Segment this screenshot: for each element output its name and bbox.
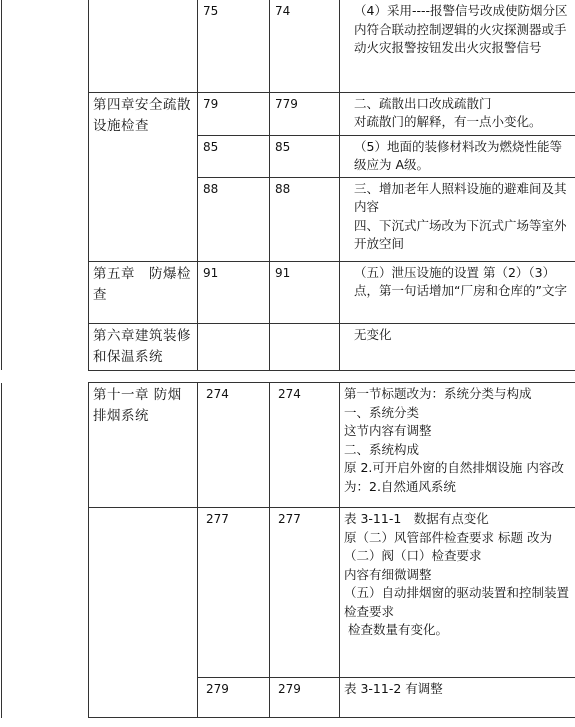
change-cell: 三、增加老年人照料设施的避难间及其内容 四、下沉式广场改为下沉式广场等室外开放空间 xyxy=(340,177,575,261)
change-cell: （五）泄压设施的设置 第（2）（3）点，第一句话增加“厂房和仓库的”文字 xyxy=(340,261,575,323)
table-row xyxy=(2,323,575,370)
change-cell: 无变化 xyxy=(340,323,575,370)
new-page-cell: 88 xyxy=(270,177,340,261)
table-row xyxy=(2,0,575,92)
old-page-cell: 274 xyxy=(198,383,270,508)
new-page-cell xyxy=(270,323,340,370)
table-row xyxy=(2,261,575,323)
chapter-cell: 第十一章 防烟排烟系统 xyxy=(89,383,198,508)
old-page-cell: 85 xyxy=(198,135,270,177)
change-cell: 第一节标题改为：系统分类与构成 一、系统分类 这节内容有调整 二、系统构成 原 2.可开启外窗的自然排烟设施 内容改为：2.自然通风系统 xyxy=(340,383,575,508)
old-page-cell: 279 xyxy=(198,678,270,718)
chapter-cell: 第五章 防爆检查 xyxy=(89,261,198,323)
chapter-cell: 第六章建筑装修和保温系统 xyxy=(89,323,198,370)
change-cell: （4）采用----报警信号改成使防烟分区内符合联动控制逻辑的火灾探测器或手动火灾报警按钮发出火灾报警信号 xyxy=(340,0,575,92)
new-page-cell: 91 xyxy=(270,261,340,323)
table-row xyxy=(2,383,575,508)
table-row xyxy=(2,508,575,678)
table-row xyxy=(2,92,575,135)
new-page-cell: 279 xyxy=(270,678,340,718)
new-page-cell: 779 xyxy=(270,92,340,135)
chapter-cell xyxy=(89,508,198,718)
left-margin-cell xyxy=(2,383,89,718)
new-page-cell: 277 xyxy=(270,508,340,678)
left-margin-cell xyxy=(2,0,89,370)
change-cell: 二、疏散出口改成疏散门 对疏散门的解释，有一点小变化。 xyxy=(340,92,575,135)
old-page-cell: 91 xyxy=(198,261,270,323)
change-cell: （5）地面的装修材料改为燃烧性能等级应为 A级。 xyxy=(340,135,575,177)
old-page-cell: 79 xyxy=(198,92,270,135)
old-page-cell: 75 xyxy=(198,0,270,92)
change-table-bottom xyxy=(1,382,575,718)
chapter-cell xyxy=(89,0,198,92)
chapter-cell: 第四章安全疏散设施检查 xyxy=(89,92,198,261)
new-page-cell: 274 xyxy=(270,383,340,508)
change-cell: 表 3-11-1 数据有点变化 原（二）风管部件检查要求 标题 改为 （二）阀（口）检查要求 内容有细微调整 （五）自动排烟窗的驱动装置和控制装置检查要求 检查数量有变化。 xyxy=(340,508,575,678)
change-table-top xyxy=(1,0,575,371)
old-page-cell: 88 xyxy=(198,177,270,261)
old-page-cell xyxy=(198,323,270,370)
new-page-cell: 85 xyxy=(270,135,340,177)
old-page-cell: 277 xyxy=(198,508,270,678)
new-page-cell: 74 xyxy=(270,0,340,92)
change-cell: 表 3-11-2 有调整 xyxy=(340,678,575,718)
